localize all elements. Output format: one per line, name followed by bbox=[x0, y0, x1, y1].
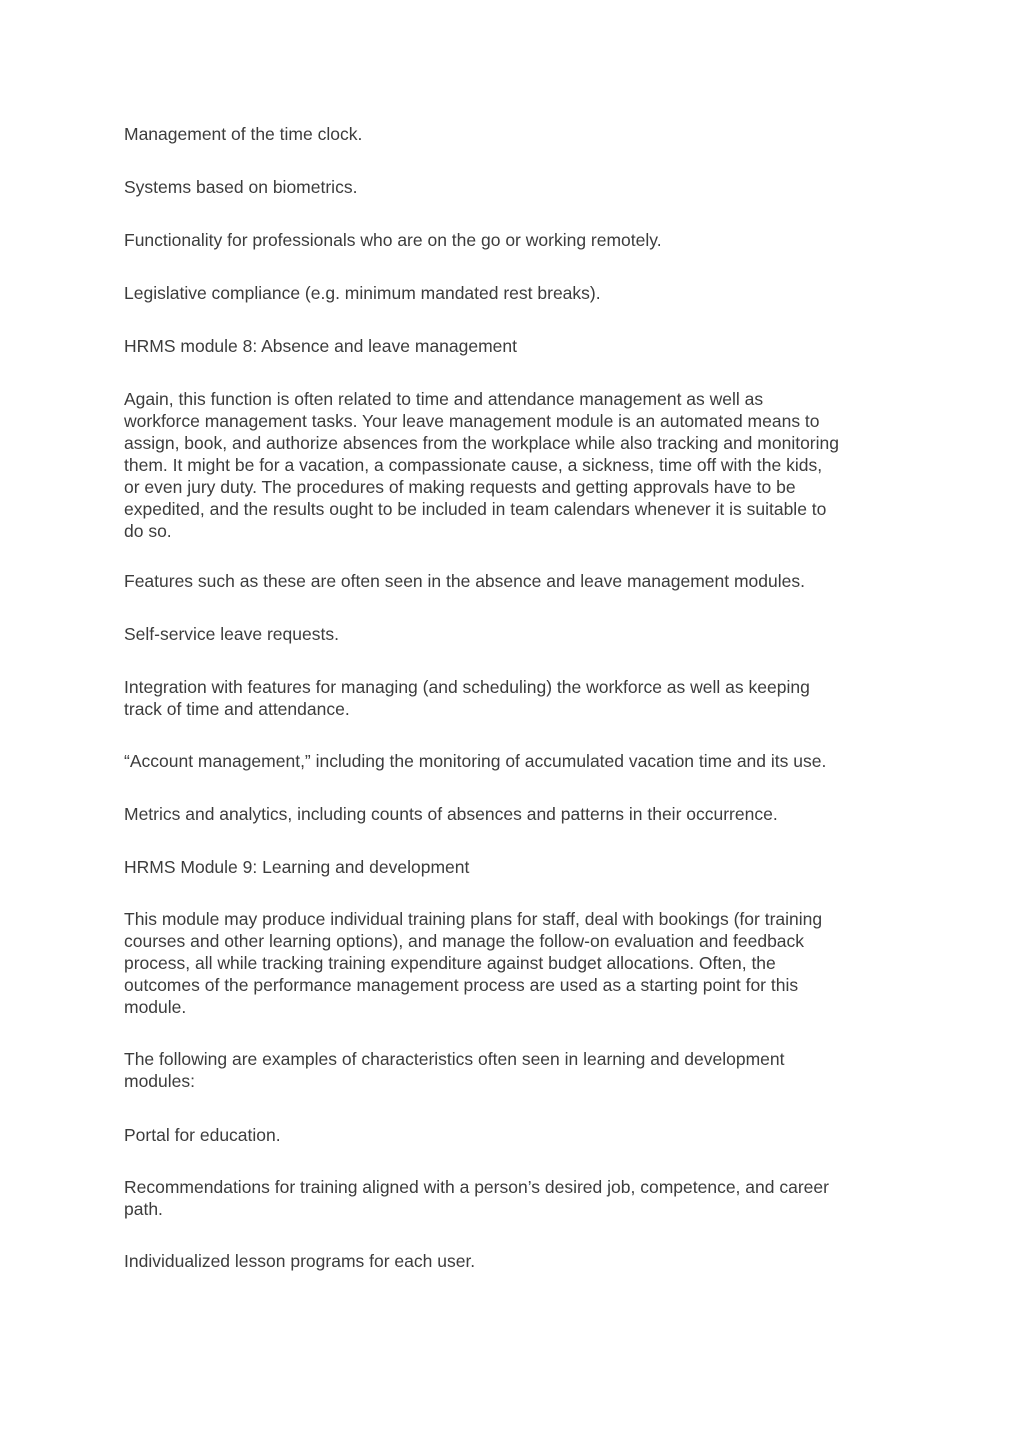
text-line: Self-service leave requests. bbox=[124, 624, 339, 644]
text-line: Portal for education. bbox=[124, 1125, 281, 1145]
text-line: HRMS module 8: Absence and leave management bbox=[124, 336, 518, 356]
text-line: courses and other learning options), and manage the follow-on evaluation and feedback bbox=[124, 931, 805, 951]
text-line: Individualized lesson programs for each user. bbox=[124, 1251, 476, 1271]
paragraph-module-8-body bbox=[124, 388, 904, 542]
text-line: This module may produce individual training plans for staff, deal with bookings (for training bbox=[124, 909, 823, 929]
paragraph-recommendations bbox=[124, 1176, 904, 1220]
text-line: process, all while tracking training expenditure against budget allocations. Often, the bbox=[124, 953, 776, 973]
text-line: modules: bbox=[124, 1071, 196, 1091]
text-line: track of time and attendance. bbox=[124, 699, 350, 719]
text-line: Legislative compliance (e.g. minimum mandated rest breaks). bbox=[124, 283, 601, 303]
section-heading-module-9 bbox=[124, 856, 904, 878]
text-line: Again, this function is often related to time and attendance management as well as bbox=[124, 389, 764, 409]
text-line: do so. bbox=[124, 521, 172, 541]
paragraph-compliance bbox=[124, 282, 904, 304]
paragraph-module-9-body bbox=[124, 908, 904, 1018]
paragraph-features-intro bbox=[124, 570, 904, 592]
paragraph-self-service bbox=[124, 623, 904, 645]
text-line: Integration with features for managing (and scheduling) the workforce as well as keeping bbox=[124, 677, 810, 697]
text-line: assign, book, and authorize absences from the workplace while also tracking and monitoring bbox=[124, 433, 839, 453]
text-line: workforce management tasks. Your leave management module is an automated means to bbox=[124, 411, 820, 431]
paragraph-account-management bbox=[124, 750, 904, 772]
text-line: “Account management,” including the monitoring of accumulated vacation time and its use. bbox=[124, 751, 827, 771]
paragraph-integration bbox=[124, 676, 904, 720]
text-line: path. bbox=[124, 1199, 163, 1219]
section-heading-module-8 bbox=[124, 335, 904, 357]
text-line: HRMS Module 9: Learning and development bbox=[124, 857, 470, 877]
paragraph-time-clock bbox=[124, 123, 904, 145]
text-line: The following are examples of characteristics often seen in learning and development bbox=[124, 1049, 785, 1069]
text-line: outcomes of the performance management process are used as a starting point for this bbox=[124, 975, 799, 995]
text-line: Features such as these are often seen in the absence and leave management modules. bbox=[124, 571, 805, 591]
paragraph-characteristics-intro bbox=[124, 1048, 904, 1092]
paragraph-portal bbox=[124, 1124, 904, 1146]
text-line: Systems based on biometrics. bbox=[124, 177, 358, 197]
text-line: Recommendations for training aligned with a person’s desired job, competence, and career bbox=[124, 1177, 829, 1197]
paragraph-metrics bbox=[124, 803, 904, 825]
paragraph-remote bbox=[124, 229, 904, 251]
text-line: expedited, and the results ought to be included in team calendars whenever it is suitable to bbox=[124, 499, 827, 519]
paragraph-lesson-programs bbox=[124, 1250, 904, 1272]
text-line: or even jury duty. The procedures of making requests and getting approvals have to be bbox=[124, 477, 796, 497]
paragraph-biometrics bbox=[124, 176, 904, 198]
text-line: Management of the time clock. bbox=[124, 124, 363, 144]
text-line: Metrics and analytics, including counts of absences and patterns in their occurrence. bbox=[124, 804, 778, 824]
text-line: Functionality for professionals who are on the go or working remotely. bbox=[124, 230, 662, 250]
text-line: module. bbox=[124, 997, 187, 1017]
text-line: them. It might be for a vacation, a compassionate cause, a sickness, time off with the kids, bbox=[124, 455, 823, 475]
